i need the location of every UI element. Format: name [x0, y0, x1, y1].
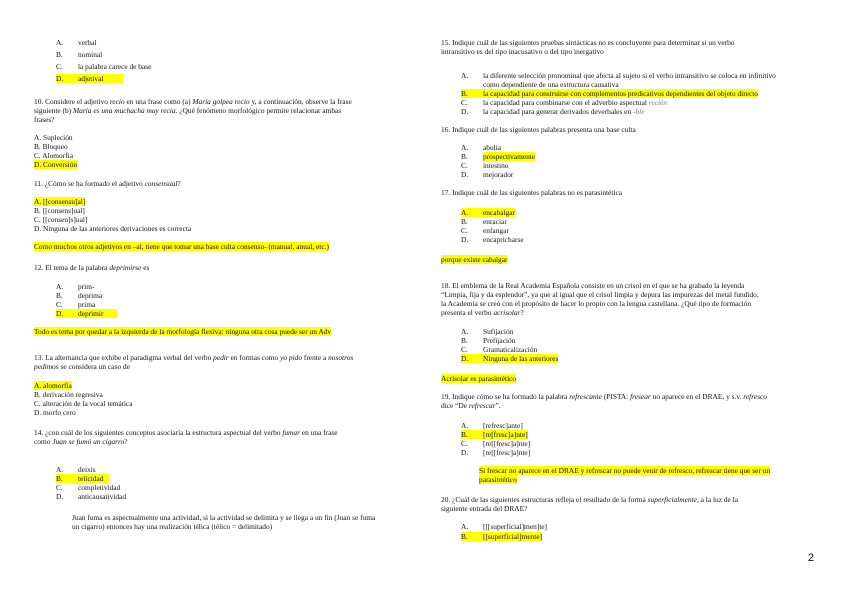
q10-option-a: A. Supleción: [34, 133, 73, 142]
q11-title: 11. ¿Cómo se ha formado el adjetivo consensual?: [34, 179, 181, 188]
q18-option-c: C. Gramaticalización: [461, 345, 538, 354]
q14-line2: como Juan se fumó un cigarro?: [34, 437, 128, 446]
q14-note-line1: Juan fuma es aspectualmente una actividad, si la actividad se delimita y se llega a un fin (Juan se fuma: [72, 513, 376, 522]
q16-option-b: B. prospectivamente: [461, 152, 536, 161]
q15-option-a-cont: como dependiente de una estructura causativa: [483, 80, 619, 89]
q11-option-c: C. [[consen]s]ual]: [34, 215, 88, 224]
q15-option-c: C. la capacidad para combinarse con el adverbio aspectual recién: [461, 98, 667, 107]
q16-option-c: C. intestino: [461, 161, 509, 170]
option-d: D. adjetival: [56, 74, 123, 84]
q19-note-line1: Si frescar no aparece en el DRAE y refrescar no puede venir de refresco, refrescar tiene que ser un: [479, 466, 771, 475]
q11-note: Como muchos otros adjetivos en –al, tiene que tomar una base culta consensu- (manual, anual, etc.): [34, 242, 329, 251]
q19-option-d: D. [re[[fresc]a]nte]: [461, 448, 531, 457]
q18-note: Acrisolar es parasintético: [441, 374, 517, 383]
q15-option-a: A. la diferente selección pronominal que afecta al sujeto si el verbo intransitivo se coloca en infinitivo: [461, 71, 776, 80]
q10-option-d: D. Conversión: [34, 160, 78, 169]
q14-option-a: A. deixis: [56, 465, 96, 474]
q13-option-a: A. alomorfia: [34, 381, 72, 390]
q19-option-a: A. [refresc]ante]: [461, 421, 523, 430]
q11-option-a: A. [[consensu]al]: [34, 197, 86, 206]
q16-title: 16. Indique cuál de las siguientes palabras presenta una base culta: [441, 125, 636, 134]
q17-option-a: A. encabalgar: [461, 208, 516, 217]
q10-line3: frases?: [34, 115, 55, 124]
page-number: 2: [807, 552, 814, 564]
q18-line1: 18. El emblema de la Real Academia Española consiste en un crisol en el que se ha grabado la leyenda: [441, 281, 745, 290]
q12-option-c: C. prima: [56, 300, 96, 309]
q12-option-d: D. deprimir: [56, 309, 117, 319]
q10-line1: 10. Considere el adjetivo recio en una frase como (a) María golpea recio y, a continuación, observe la frase: [34, 97, 352, 106]
q19-option-c: C. [re[[fresc]a]nte]: [461, 439, 531, 448]
q13-option-d: D. morfo cero: [34, 408, 76, 417]
q19-note-line2: parasintético: [479, 475, 517, 484]
q16-option-a: A. abulia: [461, 143, 502, 152]
q18-line3: la Academia se creó con el propósito de hacer lo propio con la lengua castellana. ¿Qué tipo de formación: [441, 299, 752, 308]
q20-line1: 20. ¿Cuál de las siguientes estructuras refleja el resultado de la forma superficialmente, a la luz de la: [441, 495, 738, 504]
q19-option-b: B. [re[fresc]a]nte]: [461, 430, 528, 439]
q13-line1: 13. La alternancia que exhibe el paradigma verbal del verbo pedir en formas como yo pido frente a nosotros: [34, 353, 354, 362]
q13-option-b: B. derivación regresiva: [34, 390, 103, 399]
q10-line2: siguiente (b) María es una muchacha muy recia. ¿Qué fenómeno morfológico permite relacionar ambas: [34, 106, 342, 115]
q19-line1: 19. Indique cómo se ha formado la palabra refrescante (PISTA: fresear no aparece en el DRAE, y s.v. refresco: [441, 392, 767, 401]
q14-note-line2: un cigarro) entonces hay una realización télica (télico = delimitado): [72, 522, 273, 531]
q10-option-b: B. Bloqueo: [34, 142, 68, 151]
option-c: C. la palabra carece de base: [56, 62, 152, 71]
q18-line4: presenta el verbo acrisolar?: [441, 308, 524, 317]
q15-option-b: B. la capacidad para construirse con complementos predicativos dependientes del objeto directo: [461, 89, 758, 98]
q10-option-c: C. Alomorfia: [34, 151, 74, 160]
q11-option-d: D. Ninguna de las anteriores derivaciones es correcta: [34, 224, 192, 233]
q12-option-b: B. deprima: [56, 291, 103, 300]
q17-option-c: C. enfangar: [461, 226, 509, 235]
q18-line2: “Limpia, fija y da esplendor”, ya que al igual que el crisol limpia y depura las impurezas del metal fundido,: [441, 290, 759, 299]
q20-line2: siguiente entrada del DRAE?: [441, 504, 528, 513]
q14-option-b: B. telicidad: [56, 474, 109, 484]
q13-line2: pedimos se considera un caso de: [34, 362, 130, 371]
q18-option-b: B. Prefijación: [461, 336, 516, 345]
q14-option-c: C. completividad: [56, 483, 121, 492]
q12-note: Todo es tema por quedar a la izquierda de la morfología flexiva: ninguna otra cosa puede ser un Adv: [34, 327, 332, 336]
q17-option-b: B. enraciar: [461, 217, 507, 226]
q12-option-a: A. prim-: [56, 282, 95, 291]
q11-option-b: B. [[consens]ual]: [34, 206, 85, 215]
q14-option-d: D. anticausatividad: [56, 492, 127, 501]
q20-option-b: B. [[superficial]mente]: [461, 532, 543, 541]
option-a: A. verbal: [56, 38, 97, 47]
q16-option-d: D. mejorador: [461, 170, 514, 179]
q19-line2: dice “De refrescar”.: [441, 401, 501, 410]
q15-option-d: D. la capacidad para generar derivados deverbales en -ble: [461, 107, 645, 116]
option-b: B. nominal: [56, 50, 103, 59]
q18-option-d: D. Ninguna de las anteriores: [461, 354, 559, 363]
q13-option-c: C. alteración de la vocal temática: [34, 399, 133, 408]
q17-title: 17. Indique cuál de las siguientes palabras no es parasintética: [441, 188, 623, 197]
q17-note: porque existe cabalgar: [441, 255, 508, 264]
q17-option-d: D. encapricharse: [461, 235, 524, 244]
q14-line1: 14. ¿con cuál de los siguientes conceptos asociaría la estructura aspectual del verbo fumar en una frase: [34, 428, 338, 437]
q20-option-a: A. [[[superficial]men]te]: [461, 522, 548, 531]
q15-line1: 15. Indique cuál de las siguientes pruebas sintácticas no es concluyente para determinar si un verbo: [441, 38, 735, 47]
q18-option-a: A. Sufijación: [461, 327, 514, 336]
q12-title: 12. El tema de la palabra deprimirse es: [34, 263, 150, 272]
q15-line2: intransitivo es del tipo inacusativo o del tipo inergativo: [441, 47, 604, 56]
